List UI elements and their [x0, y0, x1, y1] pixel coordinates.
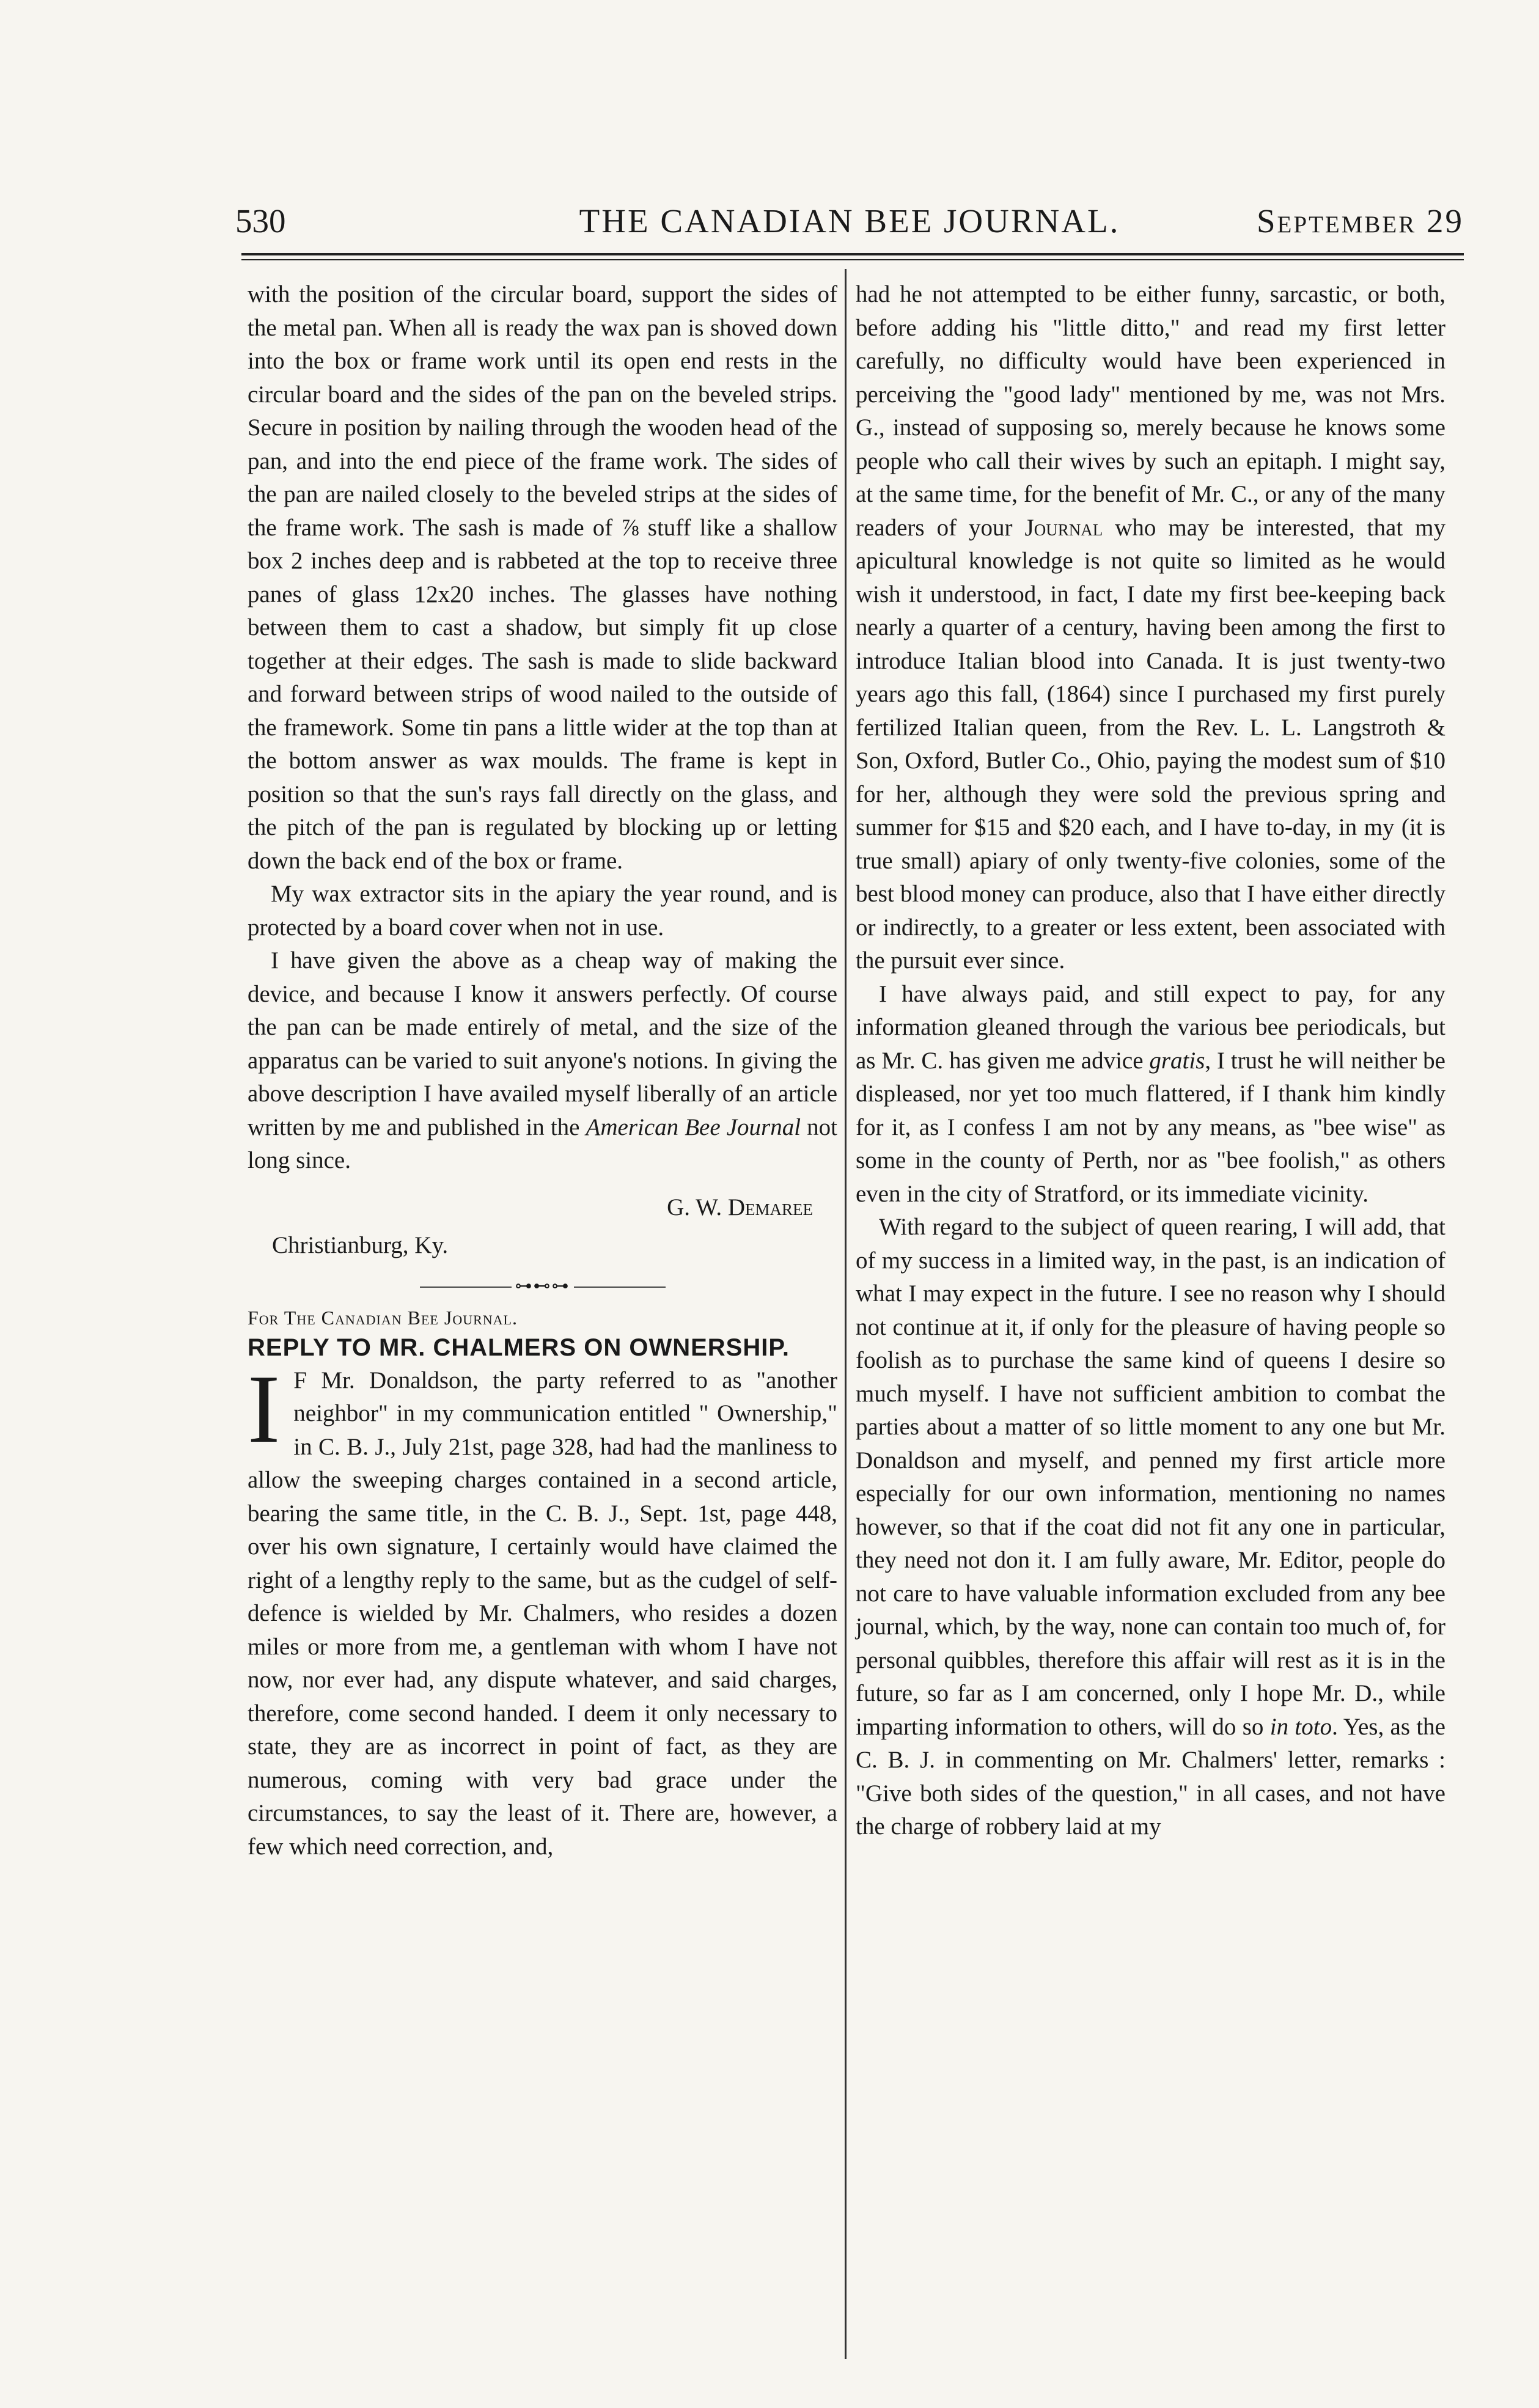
- right-column: [856, 278, 1445, 1844]
- article-headline: REPLY TO MR. CHALMERS ON OWNERSHIP.: [248, 1334, 790, 1361]
- article-paragraph: With regard to the subject of queen rearing, I will add, that of my success in a limited way, in the past, is an indication of what I may expect in the future. I see no reason why I should not continue at it, if only for the pleasure of having people so foolish as to purchase the same kind of queens I desire so much myself. I have not sufficient ambition to combat the parties about a matter of so little moment to any one but Mr. Donaldson and myself, and penned my first article more especially for our own information, mentioning no names however, so that if the coat did not fit any one in particular, they need not don it. I am fully aware, Mr. Editor, people do not care to have valuable information excluded from any bee journal, which, by the way, none can contain too much of, for personal quibbles, therefore this affair will rest as it is in the future, so far as I am concerned, only I hope Mr. D., while imparting information to others, will do so in toto. Yes, as the C. B. J. in commenting on Mr. Chalmers' letter, remarks : "Give both sides of the question," in all cases, and not have the charge of robbery laid at my: [856, 1214, 1445, 1840]
- ornament-glyph: ⊶⊷⊶: [515, 1277, 570, 1296]
- article-paragraph: had he not attempted to be either funny, sarcastic, or both, before adding his "little ditto," and read my first letter carefully, no difficulty would have been experienced in perceiving the "good lady" mentioned by me, was not Mrs. G., instead of supposing so, merely because he knows some people who call their wives by such an epitaph. I might say, at the same time, for the benefit of Mr. C., or any of the many readers of your Journal who may be interested, that my apicultural knowledge is not quite so limited as he would wish it understood, in fact, I date my first bee-keeping back nearly a quarter of a century, having been among the first to introduce Italian blood into Canada. It is just twenty-two years ago this fall, (1864) since I purchased my first purely fertilized Italian queen, from the Rev. L. L. Langstroth & Son, Oxford, Butler Co., Ohio, paying the modest sum of $10 for her, although they were sold the previous spring and summer for $15 and $20 each, and I have to-day, in my (it is true small) apiary of only twenty-five colonies, some of the best blood money can produce, also that I have either directly or indirectly, to a greater or less extent, been associated with the pursuit ever since.: [856, 281, 1445, 974]
- section-ornament: [248, 1275, 837, 1299]
- header-rule: [241, 253, 1464, 260]
- article-kicker: For The Canadian Bee Journal.: [248, 1306, 518, 1329]
- page-header: [235, 197, 1464, 246]
- issue-date: September 29: [1256, 202, 1464, 240]
- article-paragraph: I have always paid, and still expect to pay, for any information gleaned through the various bee periodicals, but as Mr. C. has given me advice gratis, I trust he will neither be displeased, nor yet too much flattered, if I thank him kindly for it, as I confess I am not by any means, as "bee wise" as some in the county of Perth, nor as "bee foolish," as others even in the city of Stratford, or its immediate vicinity.: [856, 980, 1445, 1207]
- author-signature: G. W. Demaree: [667, 1194, 813, 1221]
- page-number: 530: [235, 202, 286, 240]
- journal-title: THE CANADIAN BEE JOURNAL.: [579, 202, 1120, 240]
- article-paragraph: I F Mr. Donaldson, the party referred to as "another neighbor" in my communication entitled " Ownership," in C. B. J., July 21st, page 328, had had the manliness to allow the sweeping charges contained in a second article, bearing the same title, in the C. B. J., Sept. 1st, page 448, over his own signature, I certainly would have claimed the right of a lengthy reply to the same, but as the cudgel of self-defence is wielded by Mr. Chalmers, who resides a dozen miles or more from me, a gentleman with whom I have not now, nor ever had, any dispute whatever, and said charges, therefore, come second handed. I deem it only necessary to state, they are as incorrect in point of fact, as they are numerous, coming with very bad grace under the circumstances, to say the least of it. There are, however, a few which need correction, and,: [248, 1354, 837, 1860]
- journal-name-smallcaps: Journal: [1024, 514, 1103, 541]
- left-column: [248, 278, 837, 1863]
- article-paragraph: My wax extractor sits in the apiary the year round, and is protected by a board cover when not in use.: [248, 881, 837, 941]
- journal-name-italic: American Bee Journal: [586, 1114, 801, 1140]
- drop-cap: I: [248, 1354, 281, 1463]
- author-place: Christianburg, Ky.: [272, 1232, 449, 1258]
- article-paragraph: I have given the above as a cheap way of making the device, and because I know it answers perfectly. Of course the pan can be made entirely of metal, and the size of the apparatus can be varied to suit anyone's notions. In giving the above description I have availed myself liberally of an article written by me and published in the American Bee Journal not long since.: [248, 947, 837, 1173]
- article-paragraph: with the position of the circular board, support the sides of the metal pan. When all is ready the wax pan is shoved down into the box or frame work until its open end rests in the circular board and the sides of the pan on the beveled strips. Secure in position by nailing through the wooden head of the pan, and into the end piece of the frame work. The sides of the pan are nailed closely to the beveled strips at the sides of the frame work. The sash is made of ⅞ stuff like a shallow box 2 inches deep and is rabbeted at the top to receive three panes of glass 12x20 inches. The glasses have nothing between them to cast a shadow, but simply fit up close together at their edges. The sash is made to slide backward and forward between strips of wood nailed to the outside of the framework. Some tin pans a little wider at the top than at the bottom answer as wax moulds. The frame is kept in position so that the sun's rays fall directly on the glass, and the pitch of the pan is regulated by blocking up or letting down the back end of the box or frame.: [248, 281, 837, 874]
- column-divider: [845, 269, 847, 2359]
